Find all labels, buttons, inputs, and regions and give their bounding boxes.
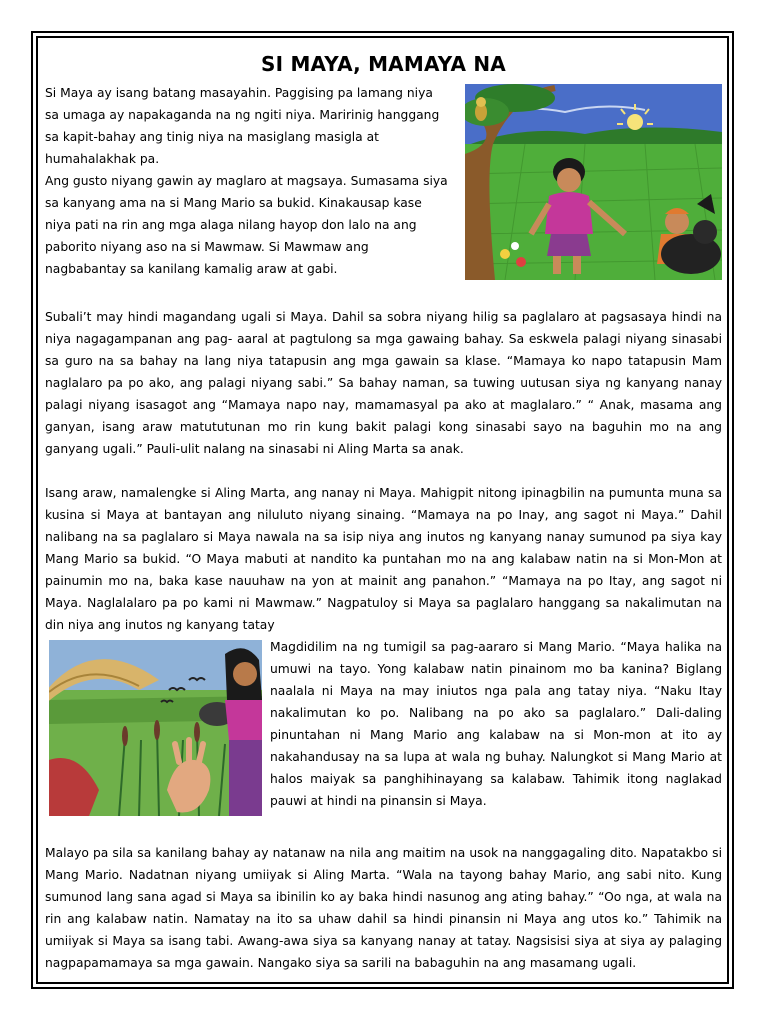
paragraph-3: Isang araw, namalengke si Aling Marta, ang nanay ni Maya. Mahigpit nitong ipinagbilin na pumunta muna sa kusina si Maya at bantayan ang niluluto niyang sinaing. “Mamaya na po Inay, ang sagot ni Maya.” Dahil nalibang na sa paglalaro si Maya nawala na sa isip niya ang inutos ng kanyang nanay sumunod pa siya kay Mang Mario sa bukid. “O Maya mabuti at nandito ka puntahan mo na ang kalabaw natin na si Mon-Mon at painumin mo na, baka kase nauuhaw na yon at mainit ang panahon.” “Mamaya na po Itay, ang sagot ni Maya. Naglalalaro pa po kami ni Mawmaw.” Nagpatuloy si Maya sa paglalaro hanggang sa nakalimutan na din niya ang inutos ng kanyang tatay	[45, 486, 722, 632]
illustration-farmer-and-maya	[49, 640, 262, 816]
illustration-maya-in-field	[465, 84, 722, 280]
story-title: SI MAYA, MAMAYA NA	[261, 52, 506, 76]
story-content	[45, 48, 722, 974]
intro-paragraph-1: Si Maya ay isang batang masayahin. Paggising pa lamang niya sa umaga ay napakaganda na ng ngiti niya. Maririnig hanggang sa kapit-bahay ang tinig niya na masiglang masigla at humahalakhak pa.	[45, 86, 440, 166]
paragraph-4: Magdidilim na ng tumigil sa pag-aararo si Mang Mario. “Maya halika na umuwi na tayo. Yong kalabaw natin pinainom mo ba kanina? Biglang naalala ni Maya na may iniutos nga pala ang tatay niya. “Naku Itay nakalimutan ko po. Nalibang na po ako sa paglalaro.” Dali-daling pinuntahan ni Mang Mario ang kalabaw na si Mon-mon at ito ay nakahandusay na sa lupa at wala ng buhay. Nalungkot si Mang Mario at halos maiyak sa panghihinayang sa kalabaw. Tahimik itong naglakad pauwi at hindi na pinansin si Maya.	[270, 640, 722, 808]
intro-paragraph-2: Ang gusto niyang gawin ay maglaro at magsaya. Sumasama siya sa kanyang ama na si Mang Mario sa bukid. Kinakausap kase niya pati na rin ang mga alaga nilang hayop don lalo na ang paborito niyang aso na si Mawmaw. Si Mawmaw ang nagbabantay sa kanilang kamalig araw at gabi.	[45, 174, 448, 276]
paragraph-5: Malayo pa sila sa kanilang bahay ay natanaw na nila ang maitim na usok na nanggagaling dito. Napatakbo si Mang Mario. Nadatnan niyang umiiyak si Aling Marta. “Wala na tayong bahay Mario, ang sabi nito. Kung sumunod lang sana agad si Maya sa ibinilin ko ay baka hindi nasunog ang ating bahay.” “Oo nga, at wala na rin ang kalabaw natin. Namatay na ito sa uhaw dahil sa hindi pinansin ni Maya ang utos ko.” Tahimik na umiiyak si Maya sa isang tabi. Awang-awa siya sa kanyang nanay at tatay. Nagsisisi siya at siya ay palaging nagpapamamaya sa mga gawain. Nangako siya sa sarili na babaguhin na ang masamang ugali.	[45, 846, 722, 970]
paragraph-2: Subali’t may hindi magandang ugali si Maya. Dahil sa sobra niyang hilig sa paglalaro at pagsasaya hindi na niya nagagampanan ang pag- aaral at pagtulong sa mga gawaing bahay. Sa eskwela palagi niyang sinasabi sa guro na sa bahay na lang niya tatapusin ang mga gawain sa klase. “Mamaya ko napo tatapusin Mam naglalaro pa po ako, ang palagi niyang sabi.” Sa bahay naman, sa tuwing uutusan siya ng kanyang nanay palagi niyang isasagot ang “Mamaya napo nay, mamamasyal pa ako at maglalaro.” “ Anak, masama ang ganyan, isang araw matututunan mo rin kung bakit palagi kong sinasabi sayo na baguhin mo na ang ganyang ugali.” Pauli-ulit nalang na sinasabi ni Aling Marta sa anak.	[45, 310, 722, 456]
bird-icon	[475, 97, 487, 121]
girl-icon	[225, 648, 262, 816]
